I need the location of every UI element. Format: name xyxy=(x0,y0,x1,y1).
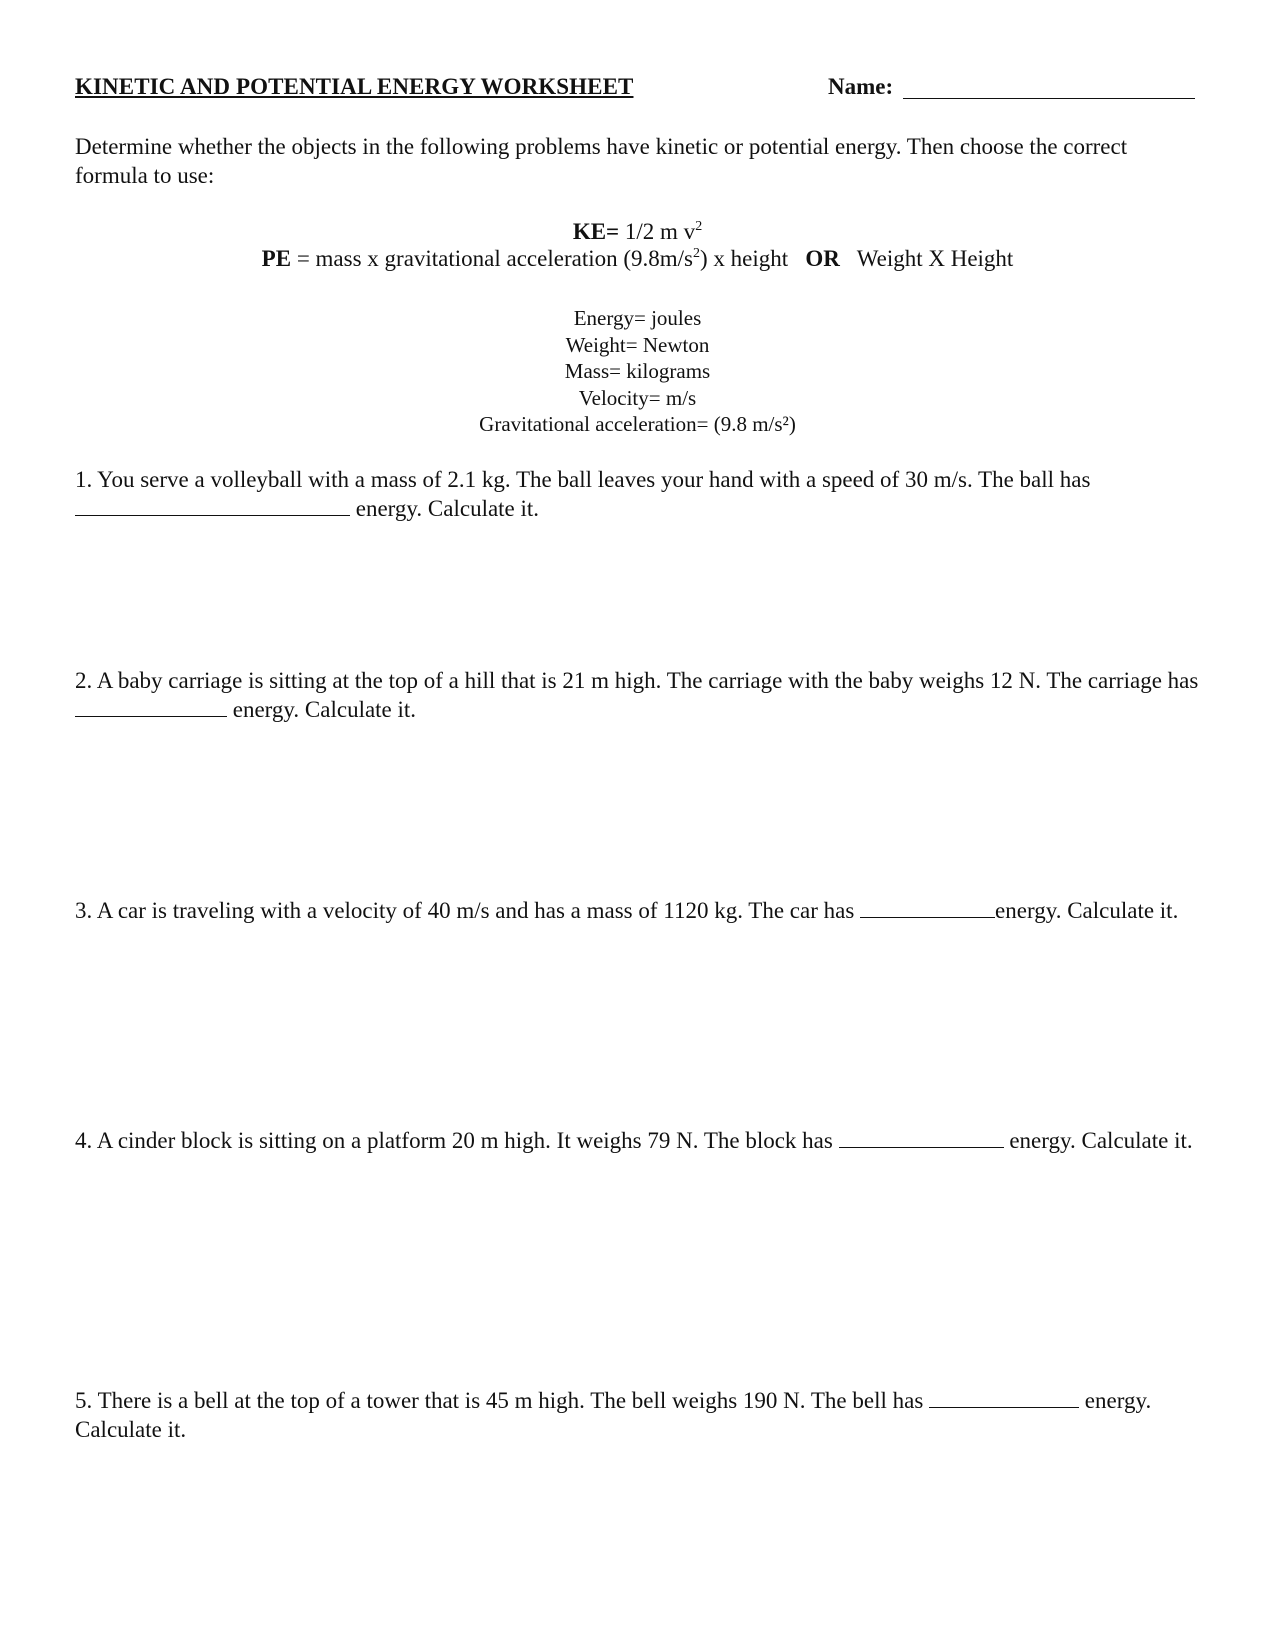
question-2-answer-blank[interactable] xyxy=(75,698,227,717)
pe-exponent: 2 xyxy=(693,246,700,261)
question-3-answer-blank[interactable] xyxy=(860,899,995,918)
question-1-answer-blank[interactable] xyxy=(75,497,350,516)
unit-mass: Mass= kilograms xyxy=(564,359,711,383)
question-2 xyxy=(75,666,1200,724)
question-5-text: 5. There is a bell at the top of a tower that is 45 m high. The bell weighs 190 N. The bell has xyxy=(75,1388,924,1413)
unit-velocity: Velocity= m/s xyxy=(578,385,697,410)
worksheet-title: KINETIC AND POTENTIAL ENERGY WORKSHEET xyxy=(75,74,634,99)
pe-alternative: Weight X Height xyxy=(856,246,1014,271)
unit-energy: Energy= joules xyxy=(573,306,702,330)
question-5-text-end: energy. Calculate it. xyxy=(75,1388,1152,1442)
question-2-text-end: energy. Calculate it. xyxy=(232,697,417,722)
pe-label: PE xyxy=(261,246,292,271)
question-4-text: 4. A cinder block is sitting on a platform 20 m high. It weighs 79 N. The block has xyxy=(75,1128,833,1153)
question-1-text-end: energy. Calculate it. xyxy=(355,496,540,521)
units-list xyxy=(0,305,1275,438)
question-3-text-end: energy. Calculate it. xyxy=(995,898,1179,923)
pe-body-b: ) x height xyxy=(700,246,789,271)
question-3-text: 3. A car is traveling with a velocity of 40 m/s and has a mass of 1120 kg. The car has xyxy=(75,898,855,923)
ke-label: KE= xyxy=(572,219,620,244)
name-label: Name: xyxy=(828,74,894,99)
question-4 xyxy=(75,1126,1200,1155)
question-5-answer-blank[interactable] xyxy=(929,1389,1079,1408)
unit-weight: Weight= Newton xyxy=(565,332,710,357)
question-3 xyxy=(75,896,1200,925)
question-4-answer-blank[interactable] xyxy=(839,1129,1004,1148)
unit-gravitational-acceleration: Gravitational acceleration= (9.8 m/s²) xyxy=(479,412,796,436)
ke-exponent: 2 xyxy=(695,219,703,234)
pe-body-a: = mass x gravitational acceleration (9.8m/s xyxy=(296,246,693,271)
pe-formula xyxy=(0,246,1275,272)
ke-formula xyxy=(0,219,1275,245)
name-blank-line[interactable] xyxy=(903,98,1195,99)
question-5 xyxy=(75,1386,1200,1444)
question-1-text: 1. You serve a volleyball with a mass of 2.1 kg. The ball leaves your hand with a speed of 30 m/s. The ball has xyxy=(75,467,1091,492)
question-1 xyxy=(75,465,1200,523)
question-2-text: 2. A baby carriage is sitting at the top of a hill that is 21 m high. The carriage with the baby weighs 12 N. The carriage has xyxy=(75,668,1199,693)
or-label: OR xyxy=(805,246,840,271)
instructions: Determine whether the objects in the following problems have kinetic or potential energy. Then choose the correct formula to use: xyxy=(75,134,1128,188)
ke-body: 1/2 m v xyxy=(624,219,696,244)
question-4-text-end: energy. Calculate it. xyxy=(1009,1128,1193,1153)
